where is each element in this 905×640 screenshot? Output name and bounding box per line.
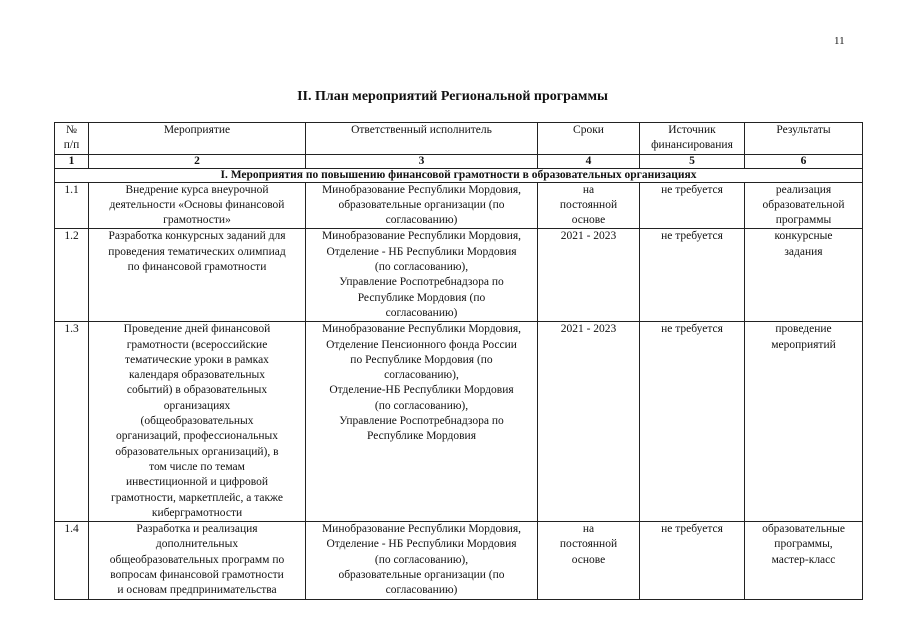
header-executor <box>306 123 538 155</box>
executor-cell-line: Минобразование Республики Мордовия, <box>321 523 522 536</box>
header-event-line: Мероприятие <box>163 124 231 136</box>
executor-cell-line: Отделение - НБ Республики Мордовия <box>326 245 517 258</box>
executor-cell-line: согласованию) <box>385 584 458 597</box>
event-cell-line: том числе по темам <box>149 460 245 473</box>
header-terms <box>538 123 640 155</box>
column-number: 4 <box>538 154 640 168</box>
event-cell-line: дополнительных <box>155 538 239 551</box>
header-source <box>640 123 745 155</box>
executor-cell <box>306 229 538 322</box>
executor-cell-line: (по согласованию), <box>374 399 469 412</box>
executor-cell-line: Республике Мордовия (по <box>357 291 486 304</box>
event-cell-line: Разработка конкурсных заданий для <box>108 230 286 243</box>
table-header-row <box>55 123 863 155</box>
executor-cell-line: согласованию), <box>384 369 459 382</box>
executor-cell-line: Отделение Пенсионного фонда России <box>326 338 517 351</box>
executor-cell-line: по Республике Мордовия (по <box>350 353 493 366</box>
results-cell-line: программы <box>775 214 832 227</box>
header-results <box>745 123 863 155</box>
event-cell-line: инвестиционной и цифровой <box>125 476 269 489</box>
terms-cell-line: основе <box>571 553 606 566</box>
executor-cell-line: Минобразование Республики Мордовия, <box>321 183 522 196</box>
event-cell-line: деятельности «Основы финансовой <box>109 198 285 211</box>
event-cell-line: грамотности (всероссийские <box>126 338 268 351</box>
event-cell-line: грамотности, маркетплейс, а также <box>111 491 283 504</box>
results-cell <box>745 522 863 599</box>
event-cell-line: грамотности» <box>163 214 231 227</box>
executor-cell-line: образовательные организации (по <box>338 198 505 211</box>
results-cell-line: мероприятий <box>771 338 836 351</box>
header-source-line: финансирования <box>651 139 733 152</box>
event-cell-line: организаций, профессиональных <box>115 430 279 443</box>
terms-cell <box>538 182 640 229</box>
source-cell-line: не требуется <box>661 323 723 336</box>
column-number-row <box>55 154 863 168</box>
results-cell-line: мастер-класс <box>771 553 836 566</box>
results-cell-line: программы, <box>774 538 833 551</box>
event-cell-line: событий) в образовательных <box>126 384 268 397</box>
header-results-line: Результаты <box>776 124 831 136</box>
header-num-line: № <box>66 124 77 136</box>
source-cell <box>640 229 745 322</box>
section-row <box>55 168 863 182</box>
results-cell-line: конкурсные <box>774 230 833 243</box>
source-cell <box>640 182 745 229</box>
executor-cell-line: (по согласованию), <box>374 553 469 566</box>
event-cell <box>89 182 306 229</box>
terms-cell-line: постоянной <box>559 538 618 551</box>
event-cell <box>89 229 306 322</box>
header-num-line: п/п <box>63 139 80 152</box>
column-number: 3 <box>306 154 538 168</box>
table-body <box>55 182 863 599</box>
table-row <box>55 229 863 322</box>
event-cell-line: и основам предпринимательства <box>117 584 277 597</box>
executor-cell-line: Минобразование Республики Мордовия, <box>321 323 522 336</box>
results-cell-line: проведение <box>775 323 832 336</box>
executor-cell-line: Управление Роспотребнадзора по <box>339 415 504 428</box>
executor-cell-line: Республике Мордовия <box>367 430 476 443</box>
column-number: 5 <box>640 154 745 168</box>
event-cell-line: по финансовой грамотности <box>127 261 267 274</box>
terms-cell-line: основе <box>571 214 606 227</box>
executor-cell-line: согласованию) <box>385 306 458 319</box>
event-cell-line: (общеобразовательных <box>140 415 254 428</box>
source-cell-line: не требуется <box>661 183 723 196</box>
results-cell-line: задания <box>784 245 823 258</box>
header-num <box>55 123 89 155</box>
source-cell <box>640 322 745 522</box>
results-cell-line: образовательные <box>762 523 845 536</box>
event-cell-line: проведения тематических олимпиад <box>108 245 286 258</box>
event-cell-line: Разработка и реализация <box>136 523 258 536</box>
event-cell-line: общеобразовательных программ по <box>109 553 285 566</box>
column-number: 2 <box>89 154 306 168</box>
executor-cell <box>306 522 538 599</box>
section-title: I. Мероприятия по повышению финансовой грамотности в образовательных организациях <box>55 168 863 182</box>
plan-table <box>54 122 863 600</box>
executor-cell-line: Минобразование Республики Мордовия, <box>321 230 522 243</box>
executor-cell-line: Отделение - НБ Республики Мордовия <box>326 538 517 551</box>
event-cell-line: Проведение дней финансовой <box>123 323 271 336</box>
executor-cell-line: Управление Роспотребнадзора по <box>339 276 504 289</box>
event-cell-line: вопросам финансовой грамотности <box>110 569 284 582</box>
executor-cell-line: (по согласованию), <box>374 261 469 274</box>
column-number: 6 <box>745 154 863 168</box>
header-terms-line: Сроки <box>573 124 604 136</box>
event-cell-line: календаря образовательных <box>129 369 265 382</box>
executor-cell <box>306 182 538 229</box>
document-title: II. План мероприятий Региональной программы <box>297 89 608 104</box>
results-cell-line: образовательной <box>762 198 845 211</box>
terms-cell <box>538 522 640 599</box>
column-number: 1 <box>55 154 89 168</box>
terms-cell-line: 2021 - 2023 <box>560 230 617 243</box>
source-cell-line: не требуется <box>661 523 723 536</box>
terms-cell-line: 2021 - 2023 <box>560 323 617 336</box>
page-number: 11 <box>834 35 845 47</box>
source-cell <box>640 522 745 599</box>
executor-cell-line: Отделение-НБ Республики Мордовия <box>329 384 514 397</box>
event-cell-line: Внедрение курса внеурочной <box>125 183 269 196</box>
row-number: 1.2 <box>55 229 89 322</box>
terms-cell-line: на <box>582 523 595 536</box>
row-number: 1.4 <box>55 522 89 599</box>
source-cell-line: не требуется <box>661 230 723 243</box>
event-cell <box>89 322 306 522</box>
results-cell <box>745 322 863 522</box>
executor-cell-line: согласованию) <box>385 214 458 227</box>
terms-cell-line: на <box>582 183 595 196</box>
row-number: 1.1 <box>55 182 89 229</box>
event-cell-line: организациях <box>163 399 231 412</box>
table-row <box>55 322 863 522</box>
event-cell <box>89 522 306 599</box>
table-row <box>55 182 863 229</box>
event-cell-line: киберграмотности <box>151 506 243 519</box>
header-executor-line: Ответственный исполнитель <box>351 124 492 136</box>
header-source-line: Источник <box>668 124 716 136</box>
results-cell <box>745 229 863 322</box>
row-number: 1.3 <box>55 322 89 522</box>
event-cell-line: тематические уроки в рамках <box>125 353 269 366</box>
event-cell-line: образовательных организаций), в <box>115 445 279 458</box>
executor-cell <box>306 322 538 522</box>
results-cell <box>745 182 863 229</box>
terms-cell <box>538 322 640 522</box>
results-cell-line: реализация <box>775 183 832 196</box>
terms-cell-line: постоянной <box>559 198 618 211</box>
header-event <box>89 123 306 155</box>
terms-cell <box>538 229 640 322</box>
table-row <box>55 522 863 599</box>
executor-cell-line: образовательные организации (по <box>338 569 505 582</box>
